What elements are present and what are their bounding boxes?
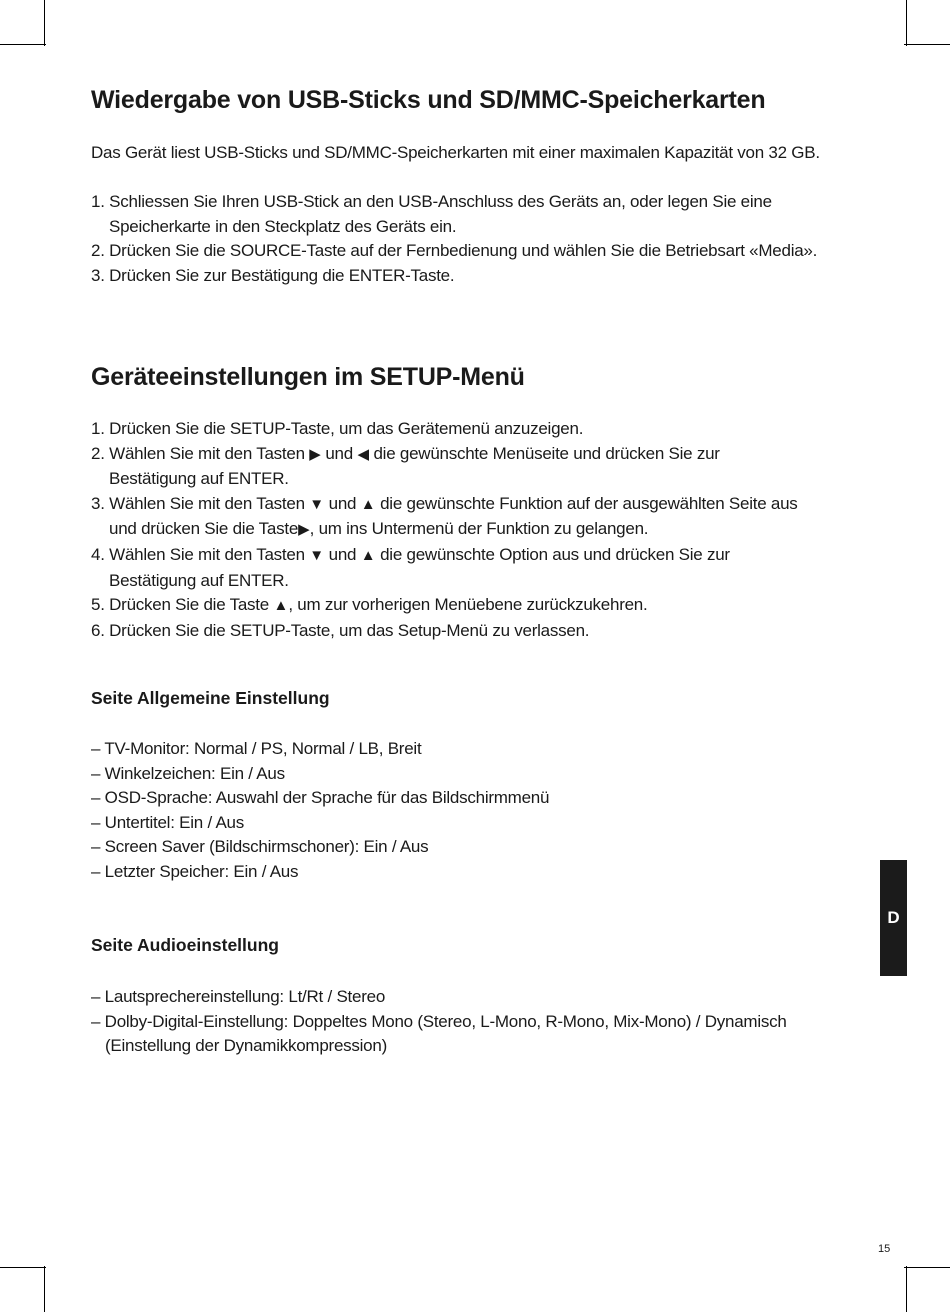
usb-intro: Das Gerät liest USB-Sticks und SD/MMC-Speicherkarten mit einer maximalen Kapazität von 32 GB. <box>91 143 820 162</box>
list-item: – Screen Saver (Bildschirmschoner): Ein / Aus <box>91 837 429 857</box>
crop-mark-top-left-horizontal <box>0 44 46 45</box>
crop-mark-bottom-right-vertical <box>906 1266 907 1312</box>
setup-steps <box>91 417 798 643</box>
list-item: – Lautsprechereinstellung: Lt/Rt / Stereo <box>91 987 386 1006</box>
usb-step-1: 1. Schliessen Sie Ihren USB-Stick an den USB-Anschluss des Geräts an, oder legen Sie eine Speicherkarte in den Steckplatz des Geräts ein. <box>91 192 772 236</box>
audio-settings-title: Seite Audioeinstellung <box>91 935 279 955</box>
right-arrow-icon: ▶ <box>309 445 321 463</box>
usb-steps <box>91 190 817 288</box>
list-item: – Winkelzeichen: Ein / Aus <box>91 763 285 783</box>
setup-step-4: 4. Wählen Sie mit den Tasten ▼ und ▲ die gewünschte Option aus und drücken Sie zur Bestätigung auf ENTER. <box>91 544 730 590</box>
page-number: 15 <box>878 1243 891 1255</box>
setup-step-1: 1. Drücken Sie die SETUP-Taste, um das Gerätemenü anzuzeigen. <box>91 419 584 438</box>
general-settings-list <box>91 737 549 885</box>
down-arrow-icon: ▼ <box>309 546 325 564</box>
list-item: – OSD-Sprache: Auswahl der Sprache für das Bildschirmmenü <box>91 788 550 808</box>
up-arrow-icon: ▲ <box>273 597 289 615</box>
list-item: – TV-Monitor: Normal / PS, Normal / LB, Breit <box>91 739 422 758</box>
up-arrow-icon: ▲ <box>360 546 376 564</box>
setup-step-5: 5. Drücken Sie die Taste ▲, um zur vorherigen Menüebene zurückzukehren. <box>91 595 648 615</box>
list-item: – Dolby-Digital-Einstellung: Doppeltes Mono (Stereo, L-Mono, R-Mono, Mix-Mono) / Dynamisch (Einstellung der Dynamikkompression) <box>91 1011 787 1056</box>
crop-mark-bottom-right-horizontal <box>904 1267 950 1268</box>
audio-settings-list <box>91 985 787 1059</box>
right-arrow-icon: ▶ <box>298 521 310 539</box>
up-arrow-icon: ▲ <box>360 495 376 513</box>
usb-step-2: 2. Drücken Sie die SOURCE-Taste auf der Fernbedienung und wählen Sie die Betriebsart «Media». <box>91 241 818 261</box>
usb-step-3: 3. Drücken Sie zur Bestätigung die ENTER-Taste. <box>91 265 455 285</box>
general-settings-title: Seite Allgemeine Einstellung <box>91 688 330 708</box>
language-tab: D <box>880 860 907 976</box>
usb-section-title: Wiedergabe von USB-Sticks und SD/MMC-Speicherkarten <box>91 86 766 114</box>
down-arrow-icon: ▼ <box>309 495 325 513</box>
setup-step-6: 6. Drücken Sie die SETUP-Taste, um das Setup-Menü zu verlassen. <box>91 620 590 640</box>
crop-mark-top-right-vertical <box>906 0 907 46</box>
crop-mark-bottom-left-horizontal <box>0 1267 46 1268</box>
list-item: – Untertitel: Ein / Aus <box>91 812 244 832</box>
left-arrow-icon: ◀ <box>357 445 369 463</box>
crop-mark-top-right-horizontal <box>904 44 950 45</box>
list-item: – Letzter Speicher: Ein / Aus <box>91 861 299 881</box>
crop-mark-bottom-left-vertical <box>44 1266 45 1312</box>
setup-section-title: Geräteeinstellungen im SETUP-Menü <box>91 363 525 391</box>
setup-step-2: 2. Wählen Sie mit den Tasten ▶ und ◀ die gewünschte Menüseite und drücken Sie zur Bestätigung auf ENTER. <box>91 443 720 489</box>
setup-step-3: 3. Wählen Sie mit den Tasten ▼ und ▲ die gewünschte Funktion auf der ausgewählten Seite aus und drücken Sie die Taste▶, um ins Untermenü der Funktion zu gelangen. <box>91 493 798 539</box>
crop-mark-top-left-vertical <box>44 0 45 46</box>
